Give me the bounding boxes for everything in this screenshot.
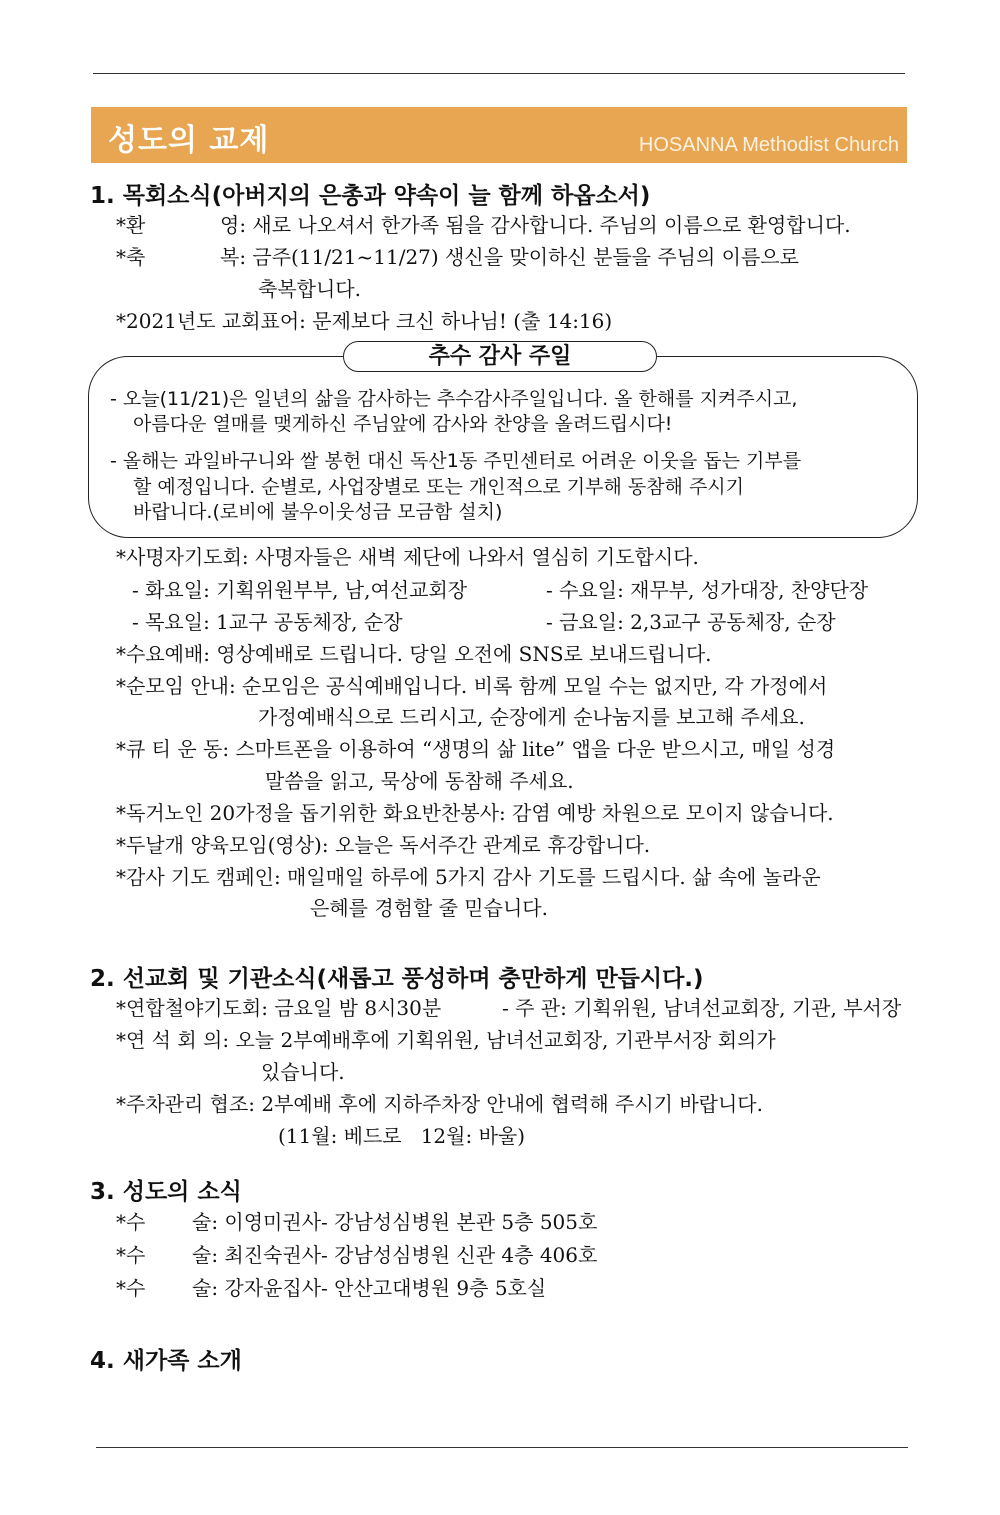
top-rule — [93, 73, 905, 74]
section-title: 성도의 교제 — [108, 123, 270, 158]
bottom-rule — [96, 1447, 908, 1448]
prayer-tuesday: - 화요일: 기획위원부부, 남,여선교회장 — [132, 578, 468, 602]
box-paragraph-1-line-1: - 오늘(11/21)은 일년의 삶을 감사하는 추수감사주일입니다. 올 한해를 지켜주시고, — [110, 388, 798, 410]
blessing-text-cont: 축복합니다. — [258, 277, 361, 301]
wednesday-worship: *수요예배: 영상예배로 드립니다. 당일 오전에 SNS로 보내드립니다. — [116, 642, 712, 666]
welcome-text: 새로 나오셔서 한가족 됨을 감사합니다. 주님의 이름으로 환영합니다. — [252, 213, 851, 237]
surgery-item — [116, 1209, 597, 1235]
parking-help-cont: (11월: 베드로 12월: 바울) — [278, 1124, 526, 1148]
elderly-service: *독거노인 20가정을 돕기위한 화요반찬봉사: 감염 예방 차원으로 모이지 않습니다. — [116, 801, 834, 825]
surgery-text: 최진숙권사- 강남성심병원 신관 4층 406호 — [224, 1243, 598, 1267]
united-vigil: *연합철야기도회: 금요일 밤 8시30분 — [116, 996, 442, 1020]
welcome-item — [116, 212, 851, 238]
prayer-friday: - 금요일: 2,3교구 공동체장, 순장 — [546, 610, 836, 634]
box-paragraph-2-line-2: 할 예정입니다. 순별로, 사업장별로 또는 개인적으로 기부해 동참해 주시기 — [133, 476, 745, 498]
box-paragraph-2-line-1: - 올해는 과일바구니와 쌀 봉헌 대신 독산1동 주민센터로 어려운 이웃을 돕는 기부를 — [110, 450, 802, 472]
heading-new-family: 4. 새가족 소개 — [90, 1348, 242, 1374]
welcome-label-2: 영: — [220, 213, 247, 237]
surgery-label: *수 — [116, 1243, 146, 1267]
cell-meeting-cont: 가정예배식으로 드리시고, 순장에게 순나눔지를 보고해 주세요. — [258, 705, 805, 729]
blessing-label-2: 복: — [220, 245, 247, 269]
welcome-label: *환 — [116, 213, 146, 237]
united-vigil-host: - 주 관: 기획위원, 남녀선교회장, 기관, 부서장 — [502, 996, 902, 1020]
surgery-label: *수 — [116, 1210, 146, 1234]
joint-meeting-cont: 있습니다. — [261, 1060, 345, 1084]
surgery-text: 강자윤집사- 안산고대병원 9층 5호실 — [224, 1276, 547, 1300]
surgery-label: *수 — [116, 1276, 146, 1300]
box-paragraph-1-line-2: 아름다운 열매를 맺게하신 주님앞에 감사와 찬양을 올려드립시다! — [133, 413, 673, 435]
surgery-label-2: 술: — [192, 1210, 219, 1234]
qt-movement: *큐 티 운 동: 스마트폰을 이용하여 “생명의 삶 lite” 앱을 다운 받으시고, 매일 성경 — [116, 737, 836, 761]
thanks-campaign-cont: 은혜를 경험할 줄 믿습니다. — [310, 896, 548, 920]
prayer-meeting: *사명자기도회: 사명자들은 새벽 제단에 나와서 열심히 기도합시다. — [116, 545, 699, 569]
thanks-campaign: *감사 기도 캠페인: 매일매일 하루에 5가지 감사 기도를 드립시다. 삶 속에 놀라운 — [116, 865, 821, 889]
blessing-item — [116, 244, 799, 270]
surgery-text: 이영미권사- 강남성심병원 본관 5층 505호 — [224, 1210, 598, 1234]
heading-member-news: 3. 성도의 소식 — [90, 1179, 242, 1205]
surgery-label-2: 술: — [192, 1276, 219, 1300]
prayer-wednesday: - 수요일: 재무부, 성가대장, 찬양단장 — [546, 578, 869, 602]
joint-meeting: *연 석 회 의: 오늘 2부예배후에 기획위원, 남녀선교회장, 기관부서장 회의가 — [116, 1028, 776, 1052]
church-motto: *2021년도 교회표어: 문제보다 크신 하나님! (출 14:16) — [116, 309, 613, 333]
cell-meeting: *순모임 안내: 순모임은 공식예배입니다. 비록 함께 모일 수는 없지만, 각 가정에서 — [116, 674, 828, 698]
parking-help: *주차관리 협조: 2부예배 후에 지하주차장 안내에 협력해 주시기 바랍니다. — [116, 1092, 763, 1116]
box-paragraph-2-line-3: 바랍니다.(로비에 불우이웃성금 모금함 설치) — [133, 501, 503, 523]
thanksgiving-box-title: 추수 감사 주일 — [343, 341, 657, 372]
two-wings-meeting: *두날개 양육모임(영상): 오늘은 독서주간 관계로 휴강합니다. — [116, 833, 651, 857]
blessing-text: 금주(11/21~11/27) 생신을 맞이하신 분들을 주님의 이름으로 — [252, 245, 799, 269]
church-name: HOSANNA Methodist Church — [638, 134, 899, 156]
heading-pastoral-news: 1. 목회소식(아버지의 은총과 약속이 늘 함께 하옵소서) — [90, 183, 651, 209]
prayer-thursday: - 목요일: 1교구 공동체장, 순장 — [132, 610, 403, 634]
surgery-item — [116, 1275, 546, 1301]
qt-movement-cont: 말씀을 읽고, 묵상에 동참해 주세요. — [265, 769, 574, 793]
surgery-label-2: 술: — [192, 1243, 219, 1267]
blessing-label: *축 — [116, 245, 146, 269]
surgery-item — [116, 1242, 597, 1268]
heading-mission-news: 2. 선교회 및 기관소식(새롭고 풍성하며 충만하게 만듭시다.) — [90, 966, 704, 992]
section-header-banner — [91, 107, 907, 163]
